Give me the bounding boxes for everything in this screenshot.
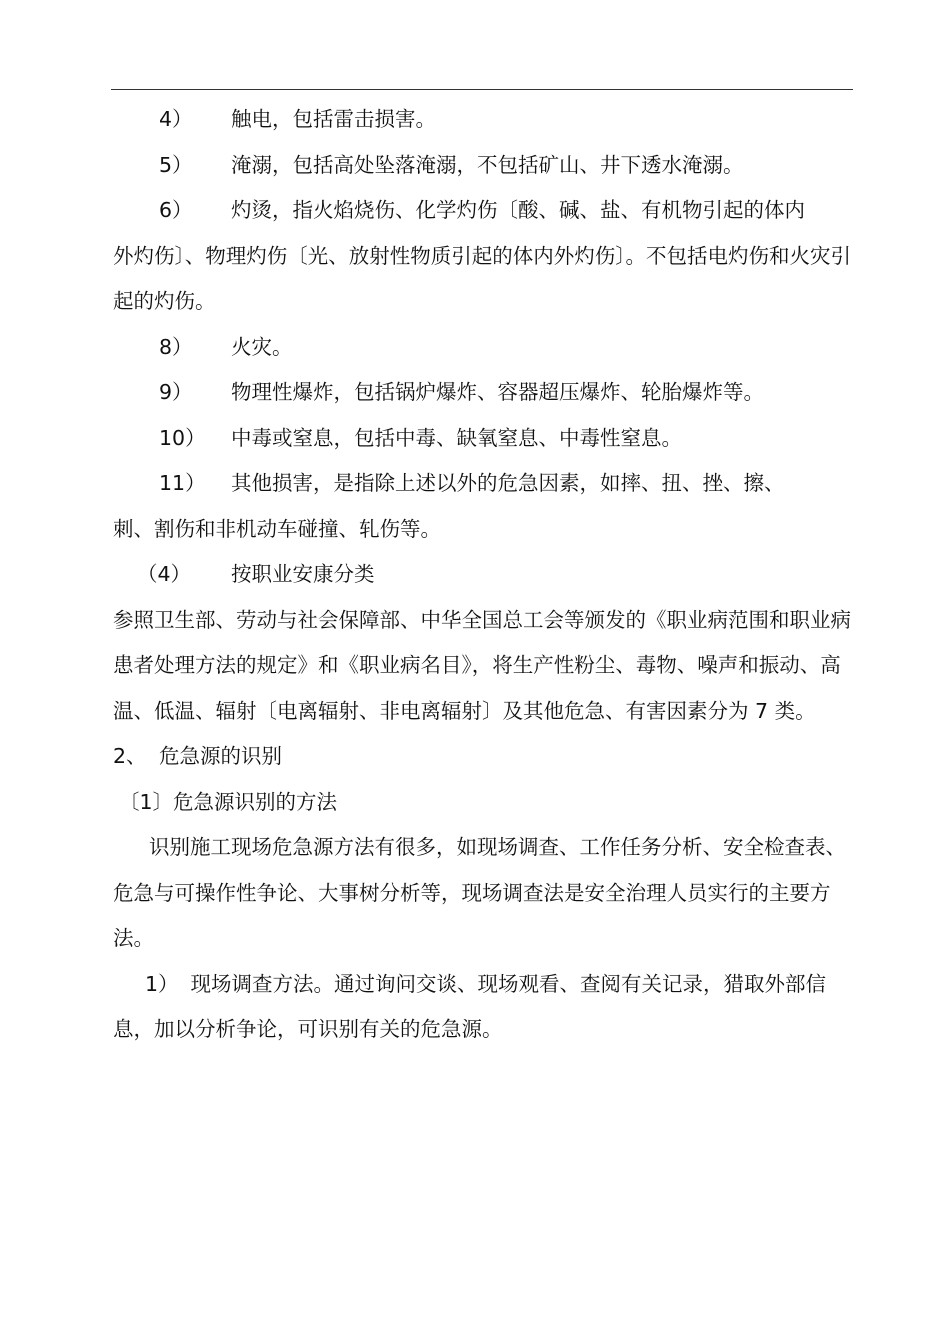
- list-item-number: 4）: [159, 107, 193, 131]
- subheading: 〔1〕危急源识别的方法: [119, 789, 338, 814]
- list-item-number: 1）: [145, 971, 179, 996]
- header-rule: [111, 89, 853, 90]
- heading-text: 危急源的识别: [159, 744, 282, 768]
- heading-number: 2、: [113, 744, 147, 768]
- list-item: [113, 416, 858, 462]
- section-paragraph: 参照卫生部、劳动与社会保障部、中华全国总工会等颁发的《职业病范围和职业病患者处理方法的规定》和《职业病名目》，将生产性粉尘、毒物、噪声和振动、高温、低温、辐射〔电离辐射、非电离辐射〕及其他危急、有害因素分为 7 类。: [113, 607, 851, 723]
- paragraph-methods: 识别施工现场危急源方法有很多，如现场调查、工作任务分析、安全检查表、危急与可操作性争论、大事树分析等，现场调查法是安全治理人员实行的主要方法。: [113, 835, 846, 950]
- list-item-number: 11）: [159, 471, 206, 495]
- section-title: 按职业安康分类: [231, 562, 375, 586]
- list-item-text: 淹溺，包括高处坠落淹溺，不包括矿山、井下透水淹溺。: [231, 152, 744, 177]
- list-item-number: 8）: [159, 334, 193, 359]
- section-number: （4）: [137, 562, 192, 586]
- list-item: [113, 325, 858, 371]
- list-item-text: 灼烫，指火焰烧伤、化学灼伤〔酸、碱、盐、有机物引起的体内: [231, 198, 805, 222]
- list-item-text: 物理性爆炸，包括锅炉爆炸、容器超压爆炸、轮胎爆炸等。: [231, 380, 764, 404]
- list-item: [113, 143, 858, 189]
- list-item-continuation: 刺、割伤和非机动车碰撞、轧伤等。: [113, 516, 441, 541]
- heading: [113, 734, 858, 780]
- list-item-text: 中毒或窒息，包括中毒、缺氧窒息、中毒性窒息。: [231, 425, 682, 450]
- section-heading: [113, 552, 858, 598]
- list-item: [113, 97, 858, 143]
- list-item: [113, 370, 858, 416]
- list-item: [113, 461, 858, 552]
- list-item: [113, 188, 858, 325]
- list-item-continuation: 外灼伤〕、物理灼伤〔光、放射性物质引起的体内外灼伤〕。不包括电灼伤和火灾引起的灼伤。: [113, 243, 851, 313]
- list-item-text: 现场调查方法。通过询问交谈、现场观看、查阅有关记录，猎取外部信息，加以分析争论，可识别有关的危急源。: [113, 971, 827, 1041]
- list-item-text: 触电，包括雷击损害。: [231, 107, 436, 131]
- list-item-text: 其他损害，是指除上述以外的危急因素，如摔、扭、挫、擦、: [231, 471, 785, 495]
- list-item-number: 10）: [159, 425, 206, 450]
- document-body: [113, 97, 858, 1053]
- list-item: [113, 962, 858, 1053]
- list-item-number: 6）: [159, 198, 193, 222]
- list-item-number: 9）: [159, 380, 193, 404]
- list-item-number: 5）: [159, 152, 193, 177]
- list-item-text: 火灾。: [231, 334, 293, 359]
